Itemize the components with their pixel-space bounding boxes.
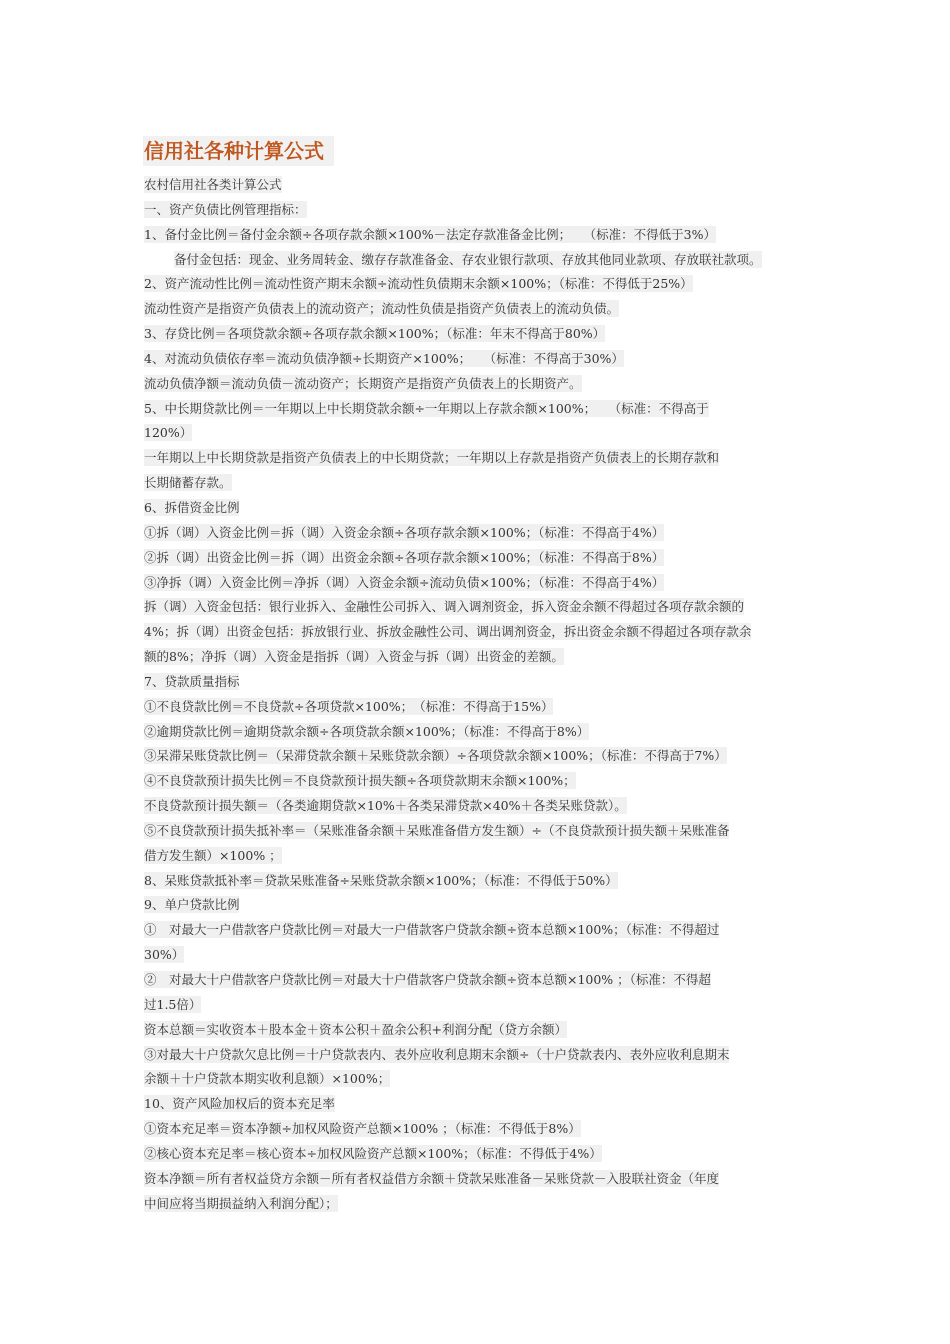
text-line: [144, 893, 812, 918]
text-line-content: 7、贷款质量指标: [144, 673, 240, 689]
text-line-content: 流动性资产是指资产负债表上的流动资产；流动性负债是指资产负债表上的流动负债。: [144, 301, 620, 317]
text-line-content: 额的8%；净拆（调）入资金是指拆（调）入资金与拆（调）出资金的差额。: [144, 649, 564, 665]
text-line: [144, 744, 812, 769]
text-line: [144, 446, 812, 471]
text-line-content: ①拆（调）入资金比例＝拆（调）入资金余额÷各项存款余额×100%；（标准：不得高于4%）: [144, 524, 665, 540]
text-line-content: 一年期以上中长期贷款是指资产负债表上的中长期贷款；一年期以上存款是指资产负债表上的长期存款和: [144, 450, 720, 466]
text-line-content: 2、资产流动性比例＝流动性资产期末余额÷流动性负债期末余额×100%；（标准：不得低于25%）: [144, 276, 693, 292]
document-body: [144, 173, 812, 1216]
text-line: [144, 968, 812, 993]
text-line: [144, 1167, 812, 1192]
text-line: [144, 173, 812, 198]
text-line: [144, 471, 812, 496]
text-line-content: 备付金包括：现金、业务周转金、缴存存款准备金、存农业银行款项、存放其他同业款项、存放联社款项。: [174, 251, 762, 267]
text-line: [144, 993, 812, 1018]
text-line-content: ③对最大十户贷款欠息比例＝十户贷款表内、表外应收利息期末余额÷（十户贷款表内、表外应收利息期末: [144, 1046, 730, 1062]
text-line: [144, 347, 812, 372]
text-line-content: ②拆（调）出资金比例＝拆（调）出资金余额÷各项存款余额×100%；（标准：不得高于8%）: [144, 549, 665, 565]
text-line: [144, 670, 812, 695]
text-line: [144, 1043, 812, 1068]
text-line: [144, 1092, 812, 1117]
text-line: [144, 869, 812, 894]
text-line-content: 1、备付金比例＝备付金余额÷各项存款余额×100%－法定存款准备金比例； （标准：不得低于3%）: [144, 226, 716, 242]
text-line-content: ② 对最大十户借款客户贷款比例＝对最大十户借款客户贷款余额÷资本总额×100% ；（标准：不得超: [144, 972, 711, 987]
text-line: [144, 546, 812, 571]
text-line: [144, 1192, 812, 1217]
text-line: [144, 943, 812, 968]
text-line: [144, 1117, 812, 1142]
text-line-content: 不良贷款预计损失额＝（各类逾期贷款×10%＋各类呆滞贷款×40%＋各类呆账贷款）。: [144, 798, 627, 814]
text-line: [144, 496, 812, 521]
text-line-content: 3、存贷比例＝各项贷款余额÷各项存款余额×100%；（标准：年末不得高于80%）: [144, 326, 606, 342]
text-line-content: 拆（调）入资金包括：银行业拆入、金融性公司拆入、调入调剂资金，拆入资金余额不得超过各项存款余额的: [144, 599, 745, 615]
text-line: [144, 620, 812, 645]
text-line-content: 8、呆账贷款抵补率＝贷款呆账准备÷呆账贷款余额×100%；（标准：不得低于50%）: [144, 872, 618, 888]
text-line-content: ⑤不良贷款预计损失抵补率＝（呆账准备余额＋呆账准备借方发生额）÷（不良贷款预计损失额＋呆账准备: [144, 822, 730, 838]
text-line-content: 农村信用社各类计算公式: [144, 177, 282, 192]
text-line: [144, 397, 812, 422]
text-line: [144, 372, 812, 397]
text-line-content: ②逾期贷款比例＝逾期贷款余额÷各项贷款余额×100%；（标准：不得高于8%）: [144, 723, 590, 739]
text-line: [144, 198, 812, 223]
text-line: [144, 223, 812, 248]
text-line-content: 中间应将当期损益纳入利润分配）；: [144, 1195, 338, 1211]
text-line-content: 资本总额＝实收资本＋股本金＋资本公积＋盈余公积+利润分配（贷方余额）: [144, 1021, 567, 1037]
text-line: [144, 794, 812, 819]
document-title: 信用社各种计算公式: [143, 136, 334, 166]
text-line-content: 流动负债净额＝流动负债－流动资产；长期资产是指资产负债表上的长期资产。: [144, 375, 582, 391]
text-line: [144, 521, 812, 546]
text-line-content: 一、资产负债比例管理指标：: [144, 201, 307, 217]
text-line: [144, 695, 812, 720]
text-line-content: 资本净额＝所有者权益贷方余额－所有者权益借方余额＋贷款呆账准备－呆账贷款－入股联社资金（年度: [144, 1170, 720, 1186]
text-line: [144, 918, 812, 943]
text-line-content: 余额＋十户贷款本期实收利息额）×100%；: [144, 1071, 391, 1087]
text-line: [144, 322, 812, 347]
text-line-content: ④不良贷款预计损失比例＝不良贷款预计损失额÷各项贷款期末余额×100%；: [144, 773, 576, 789]
text-line-content: ③净拆（调）入资金比例＝净拆（调）入资金余额÷流动负债×100%；（标准：不得高于4%）: [144, 574, 665, 590]
text-line: [144, 819, 812, 844]
text-line: [144, 595, 812, 620]
text-line: [144, 769, 812, 794]
text-line-content: 过1.5倍）: [144, 996, 202, 1012]
text-line: [144, 645, 812, 670]
text-line-content: 10、资产风险加权后的资本充足率: [144, 1096, 335, 1112]
text-line-content: 4、对流动负债依存率＝流动负债净额÷长期资产×100%； （标准：不得高于30%）: [144, 350, 624, 366]
text-line-content: 借方发生额）×100% ；: [144, 847, 282, 863]
text-line: [144, 1018, 812, 1043]
text-line: [144, 720, 812, 745]
text-line-content: 长期储蓄存款。: [144, 475, 232, 491]
text-line-content: 6、拆借资金比例: [144, 499, 240, 515]
text-line: [144, 1067, 812, 1092]
text-line-content: 120%）: [144, 425, 193, 441]
text-line-content: 30%）: [144, 947, 185, 963]
text-line-content: ①资本充足率＝资本净额÷加权风险资产总额×100% ；（标准：不得低于8%）: [144, 1121, 581, 1137]
text-line: [144, 571, 812, 596]
text-line: [144, 421, 812, 446]
text-line-content: 9、单户贷款比例: [144, 897, 240, 913]
text-line: [144, 1142, 812, 1167]
text-line-content: ③呆滞呆账贷款比例＝（呆滞贷款余额＋呆账贷款余额）÷各项贷款余额×100%；（标准：不得高于7%）: [144, 748, 727, 764]
text-line: [144, 272, 812, 297]
text-line: [144, 297, 812, 322]
text-line-content: ① 对最大一户借款客户贷款比例＝对最大一户借款客户贷款余额÷资本总额×100%；（标准：不得超过: [144, 922, 720, 938]
text-line-content: 4%；拆（调）出资金包括：拆放银行业、拆放金融性公司、调出调剂资金，拆出资金余额不得超过各项存款余: [144, 624, 752, 640]
text-line: [144, 248, 812, 273]
text-line-content: 5、中长期贷款比例＝一年期以上中长期贷款余额÷一年期以上存款余额×100%； （标准：不得高于: [144, 400, 709, 416]
text-line: [144, 844, 812, 869]
text-line-content: ①不良贷款比例＝不良贷款÷各项贷款×100%； （标准：不得高于15%）: [144, 698, 554, 714]
text-line-content: ②核心资本充足率＝核心资本÷加权风险资产总额×100%；（标准：不得低于4%）: [144, 1145, 602, 1161]
